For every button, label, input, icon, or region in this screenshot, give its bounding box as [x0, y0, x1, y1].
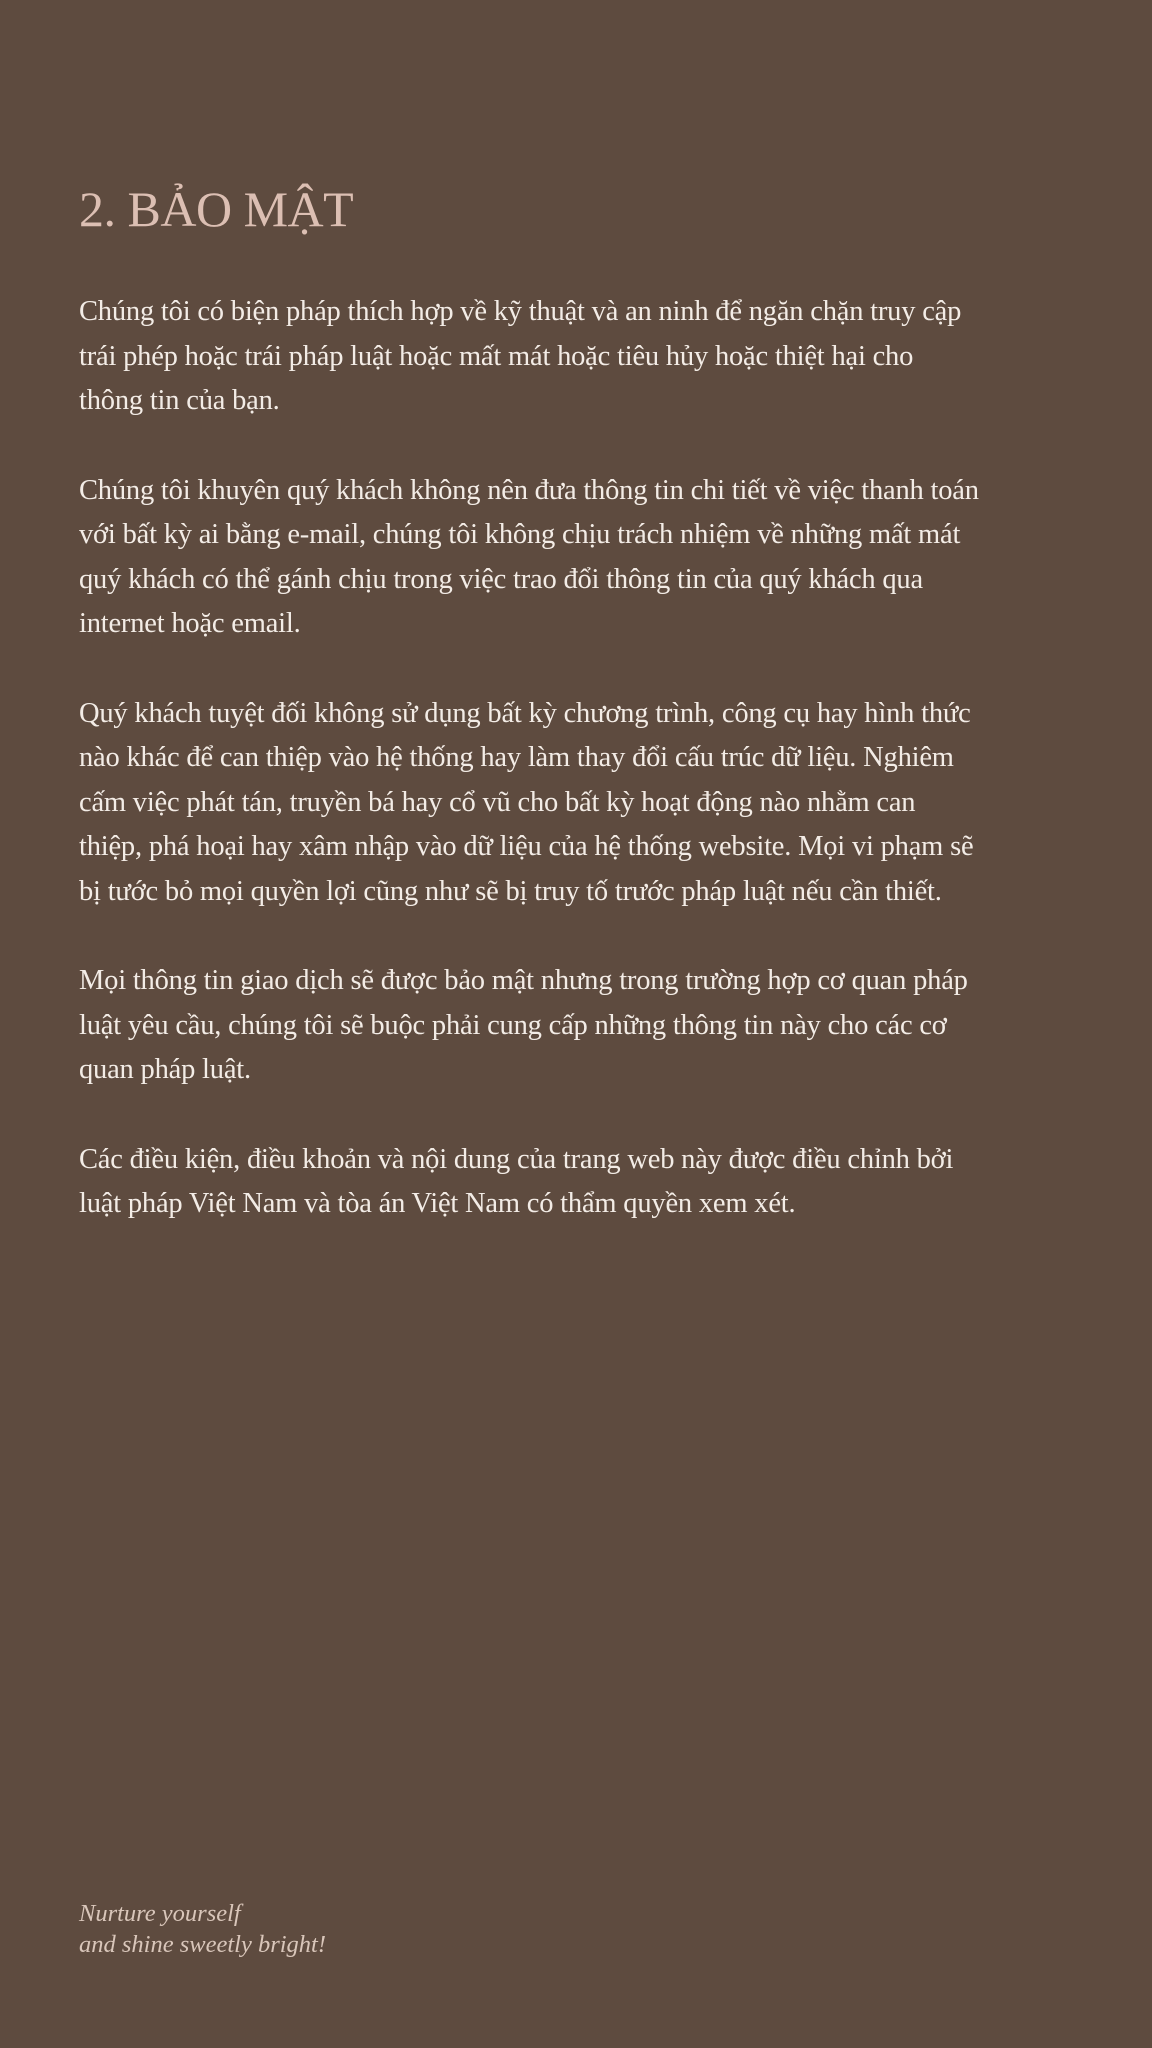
- paragraph-payment-email-advice: Chúng tôi khuyên quý khách không nên đưa thông tin chi tiết về việc thanh toán với bất kỳ ai bằng e-mail, chúng tôi không chịu trách nhiệm về những mất mát quý khách có thể gánh chịu trong việc trao đổi thông tin của quý khách qua internet hoặc email.: [79, 474, 979, 639]
- tagline-line-1: Nurture yourself: [79, 1900, 241, 1927]
- paragraph-governing-law: Các điều kiện, điều khoản và nội dung của trang web này được điều chỉnh bởi luật pháp Việt Nam và tòa án Việt Nam có thẩm quyền xem xét.: [79, 1143, 954, 1219]
- tagline-line-2: and shine sweetly bright!: [79, 1931, 327, 1958]
- section-content: [79, 290, 979, 1272]
- section-title: 2. BẢO MẬT: [79, 181, 354, 237]
- paragraph-system-interference: Quý khách tuyệt đối không sử dụng bất kỳ chương trình, công cụ hay hình thức nào khác để can thiệp vào hệ thống hay làm thay đổi cấu trúc dữ liệu. Nghiêm cấm việc phát tán, truyền bá hay cổ vũ cho bất kỳ hoạt động nào nhằm can thiệp, phá hoại hay xâm nhập vào dữ liệu của hệ thống website. Mọi vi phạm sẽ bị tước bỏ mọi quyền lợi cũng như sẽ bị truy tố trước pháp luật nếu cần thiết.: [79, 697, 974, 907]
- footer-tagline: [79, 1898, 326, 1960]
- paragraph-technical-measures: Chúng tôi có biện pháp thích hợp về kỹ thuật và an ninh để ngăn chặn truy cập trái phép hoặc trái pháp luật hoặc mất mát hoặc tiêu hủy hoặc thiệt hại cho thông tin của bạn.: [79, 296, 962, 416]
- paragraph-legal-disclosure: Mọi thông tin giao dịch sẽ được bảo mật nhưng trong trường hợp cơ quan pháp luật yêu cầu, chúng tôi sẽ buộc phải cung cấp những thông tin này cho các cơ quan pháp luật.: [79, 965, 968, 1085]
